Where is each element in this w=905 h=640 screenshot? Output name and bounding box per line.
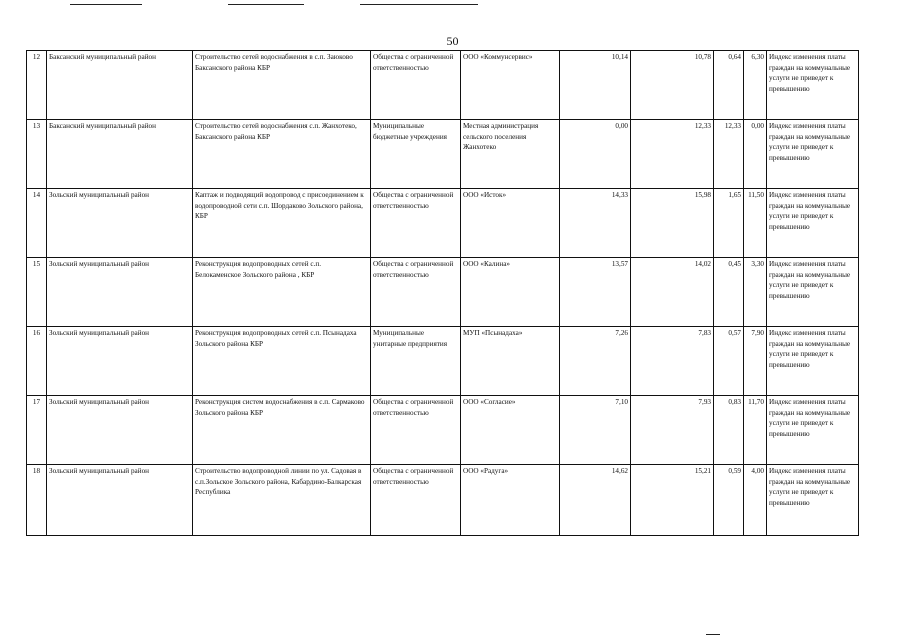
district-cell: Баксанский муниципальный район <box>47 120 193 189</box>
value-4-cell: 7,90 <box>744 327 767 396</box>
row-number-cell: 14 <box>27 189 47 258</box>
row-number-cell: 16 <box>27 327 47 396</box>
table-row <box>27 465 859 536</box>
organization-cell: Местная администрация сельского поселения Жанхотеко <box>461 120 560 189</box>
table-row <box>27 396 859 465</box>
value-2-cell: 7,83 <box>631 327 714 396</box>
projects-table <box>26 50 859 536</box>
organization-cell: ООО «Согласие» <box>461 396 560 465</box>
note-cell: Индекс изменения платы граждан на коммунальные услуги не приведет к превышению <box>767 51 859 120</box>
note-cell: Индекс изменения платы граждан на коммунальные услуги не приведет к превышению <box>767 396 859 465</box>
value-1-cell: 14,62 <box>560 465 631 536</box>
value-2-cell: 14,02 <box>631 258 714 327</box>
organization-type-cell: Общества с ограниченной ответственностью <box>371 396 461 465</box>
value-1-cell: 7,10 <box>560 396 631 465</box>
value-1-cell: 0,00 <box>560 120 631 189</box>
value-4-cell: 3,30 <box>744 258 767 327</box>
table-row <box>27 51 859 120</box>
project-cell: Реконструкция водопроводных сетей с.п. Псынадаха Зольского района КБР <box>193 327 371 396</box>
value-2-cell: 15,21 <box>631 465 714 536</box>
value-1-cell: 10,14 <box>560 51 631 120</box>
note-cell: Индекс изменения платы граждан на коммунальные услуги не приведет к превышению <box>767 258 859 327</box>
value-3-cell: 12,33 <box>714 120 744 189</box>
page-number: 50 <box>446 34 459 48</box>
organization-type-cell: Общества с ограниченной ответственностью <box>371 465 461 536</box>
value-1-cell: 14,33 <box>560 189 631 258</box>
row-number-cell: 15 <box>27 258 47 327</box>
district-cell: Зольский муниципальный район <box>47 258 193 327</box>
district-cell: Зольский муниципальный район <box>47 396 193 465</box>
project-cell: Строительство сетей водоснабжения в с.п. Заюково Баксанского района КБР <box>193 51 371 120</box>
project-cell: Каптаж и подводящий водопровод с присоединением к водопроводной сети с.п. Шордаково Зольского района, КБР <box>193 189 371 258</box>
row-number-cell: 13 <box>27 120 47 189</box>
scan-line-top-3 <box>360 4 478 5</box>
table-row <box>27 120 859 189</box>
table-row <box>27 327 859 396</box>
organization-type-cell: Общества с ограниченной ответственностью <box>371 258 461 327</box>
row-number-cell: 12 <box>27 51 47 120</box>
organization-type-cell: Муниципальные бюджетные учреждения <box>371 120 461 189</box>
value-4-cell: 0,00 <box>744 120 767 189</box>
value-3-cell: 0,45 <box>714 258 744 327</box>
value-2-cell: 12,33 <box>631 120 714 189</box>
value-4-cell: 4,00 <box>744 465 767 536</box>
scan-line-top-1 <box>70 4 142 5</box>
value-4-cell: 6,30 <box>744 51 767 120</box>
project-cell: Строительство сетей водоснабжения с.п. Жанхотеко, Баксанского района КБР <box>193 120 371 189</box>
value-3-cell: 0,59 <box>714 465 744 536</box>
value-3-cell: 0,83 <box>714 396 744 465</box>
table-row <box>27 258 859 327</box>
project-cell: Реконструкция водопроводных сетей с.п. Белокаменское Зольского района , КБР <box>193 258 371 327</box>
scan-line-top-2 <box>228 4 304 5</box>
value-2-cell: 10,78 <box>631 51 714 120</box>
note-cell: Индекс изменения платы граждан на коммунальные услуги не приведет к превышению <box>767 465 859 536</box>
note-cell: Индекс изменения платы граждан на коммунальные услуги не приведет к превышению <box>767 327 859 396</box>
value-1-cell: 13,57 <box>560 258 631 327</box>
value-3-cell: 0,64 <box>714 51 744 120</box>
organization-type-cell: Общества с ограниченной ответственностью <box>371 51 461 120</box>
value-3-cell: 0,57 <box>714 327 744 396</box>
district-cell: Зольский муниципальный район <box>47 189 193 258</box>
organization-cell: ООО «Радуга» <box>461 465 560 536</box>
district-cell: Зольский муниципальный район <box>47 327 193 396</box>
project-cell: Строительство водопроводной линии по ул. Садовая в с.п.Зольское Зольского района, Кабардино-Балкарская Республика <box>193 465 371 536</box>
note-cell: Индекс изменения платы граждан на коммунальные услуги не приведет к превышению <box>767 120 859 189</box>
note-cell: Индекс изменения платы граждан на коммунальные услуги не приведет к превышению <box>767 189 859 258</box>
row-number-cell: 17 <box>27 396 47 465</box>
organization-cell: ООО «Исток» <box>461 189 560 258</box>
project-cell: Реконструкция систем водоснабжения в с.п. Сармаково Зольского района КБР <box>193 396 371 465</box>
district-cell: Баксанский муниципальный район <box>47 51 193 120</box>
value-2-cell: 7,93 <box>631 396 714 465</box>
table-row <box>27 189 859 258</box>
scan-line-bottom <box>706 634 720 635</box>
row-number-cell: 18 <box>27 465 47 536</box>
value-4-cell: 11,70 <box>744 396 767 465</box>
value-2-cell: 15,98 <box>631 189 714 258</box>
organization-cell: ООО «Коммунсервис» <box>461 51 560 120</box>
organization-cell: ООО «Калина» <box>461 258 560 327</box>
organization-type-cell: Общества с ограниченной ответственностью <box>371 189 461 258</box>
value-4-cell: 11,50 <box>744 189 767 258</box>
value-1-cell: 7,26 <box>560 327 631 396</box>
organization-cell: МУП «Псынадаха» <box>461 327 560 396</box>
organization-type-cell: Муниципальные унитарные предприятия <box>371 327 461 396</box>
value-3-cell: 1,65 <box>714 189 744 258</box>
district-cell: Зольский муниципальный район <box>47 465 193 536</box>
